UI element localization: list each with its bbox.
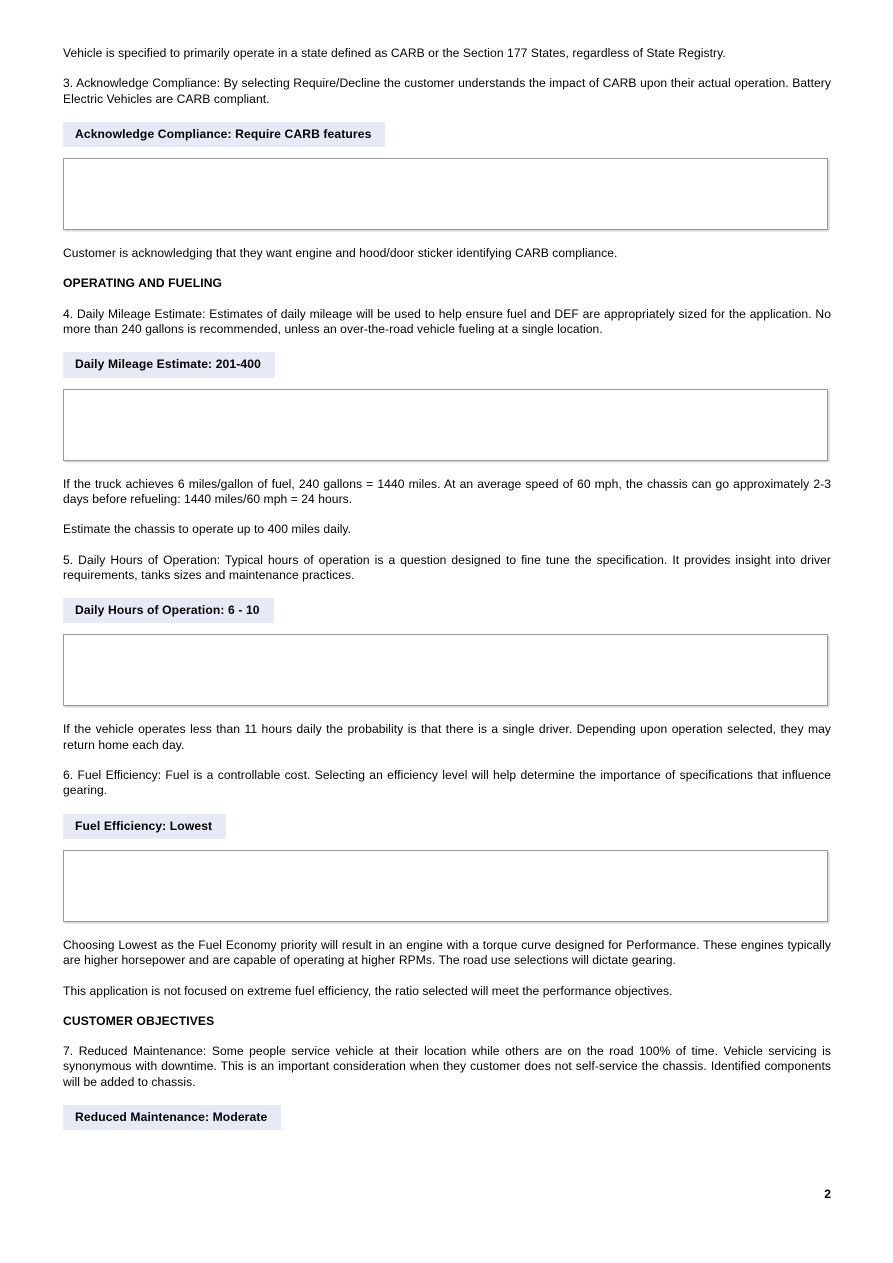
item-5-paragraph: 5. Daily Hours of Operation: Typical hours of operation is a question designed to fine tune the specification. It provides insight into driver requirements, tanks sizes and maintenance practices. (63, 552, 831, 582)
intro-paragraph: Vehicle is specified to primarily operate in a state defined as CARB or the Section 177 States, regardless of State Registry. (63, 46, 726, 60)
item-3-selection-row (63, 122, 831, 147)
fuel-efficiency-selection[interactable]: Fuel Efficiency: Lowest (63, 814, 226, 839)
page-number: 2 (824, 1187, 831, 1201)
item-4-note-2: Estimate the chassis to operate up to 400 miles daily. (63, 522, 352, 537)
item-4-note-1: If the truck achieves 6 miles/gallon of fuel, 240 gallons = 1440 miles. At an average speed of 60 mph, the chassis can go approximately 2-3 days before refueling: 1440 miles/60 mph = 24 hours. (63, 476, 831, 506)
item-4-comment-box[interactable] (63, 389, 828, 461)
daily-hours-of-operation-selection[interactable]: Daily Hours of Operation: 6 - 10 (63, 598, 274, 623)
heading-customer-objectives: CUSTOMER OBJECTIVES (63, 1013, 215, 1028)
item-3-paragraph: 3. Acknowledge Compliance: By selecting Require/Decline the customer understands the impact of CARB upon their actual operation. Battery Electric Vehicles are CARB compliant. (63, 76, 831, 106)
acknowledge-compliance-selection[interactable]: Acknowledge Compliance: Require CARB features (63, 122, 385, 147)
item-5-comment-box[interactable] (63, 634, 828, 706)
page-content (63, 46, 831, 1201)
item-3-note: Customer is acknowledging that they want engine and hood/door sticker identifying CARB compliance. (63, 246, 618, 261)
item-3-comment-box[interactable] (63, 158, 828, 230)
item-7-selection-row (63, 1105, 831, 1130)
item-6-note-1: Choosing Lowest as the Fuel Economy priority will result in an engine with a torque curve designed for Performance. These engines typically are higher horsepower and are capable of operating at higher RPMs. The road use selections will dictate gearing. (63, 937, 831, 968)
item-6-comment-box[interactable] (63, 850, 828, 922)
daily-mileage-estimate-selection[interactable]: Daily Mileage Estimate: 201-400 (63, 352, 275, 377)
item-4-paragraph: 4. Daily Mileage Estimate: Estimates of daily mileage will be used to help ensure fuel and DEF are appropriately sized for the application. No more than 240 gallons is recommended, unless an over-the-road vehicle fueling at a single location. (63, 306, 831, 337)
item-7-paragraph: 7. Reduced Maintenance: Some people service vehicle at their location while others are on the road 100% of time. Vehicle servicing is synonymous with downtime. This is an important consideration when they customer does not self-service the chassis. Identified components will be added to chassis. (63, 1044, 831, 1089)
item-6-note-2: This application is not focused on extreme fuel efficiency, the ratio selected will meet the performance objectives. (63, 983, 673, 998)
item-4-selection-row (63, 352, 831, 377)
item-5-selection-row (63, 598, 831, 623)
item-6-selection-row (63, 814, 831, 839)
heading-operating-and-fueling: OPERATING AND FUELING (63, 276, 223, 291)
reduced-maintenance-selection[interactable]: Reduced Maintenance: Moderate (63, 1105, 281, 1130)
item-6-paragraph: 6. Fuel Efficiency: Fuel is a controllable cost. Selecting an efficiency level will help determine the importance of specifications that influence gearing. (63, 768, 831, 798)
item-5-note: If the vehicle operates less than 11 hours daily the probability is that there is a single driver. Depending upon operation selected, they may return home each day. (63, 722, 831, 752)
